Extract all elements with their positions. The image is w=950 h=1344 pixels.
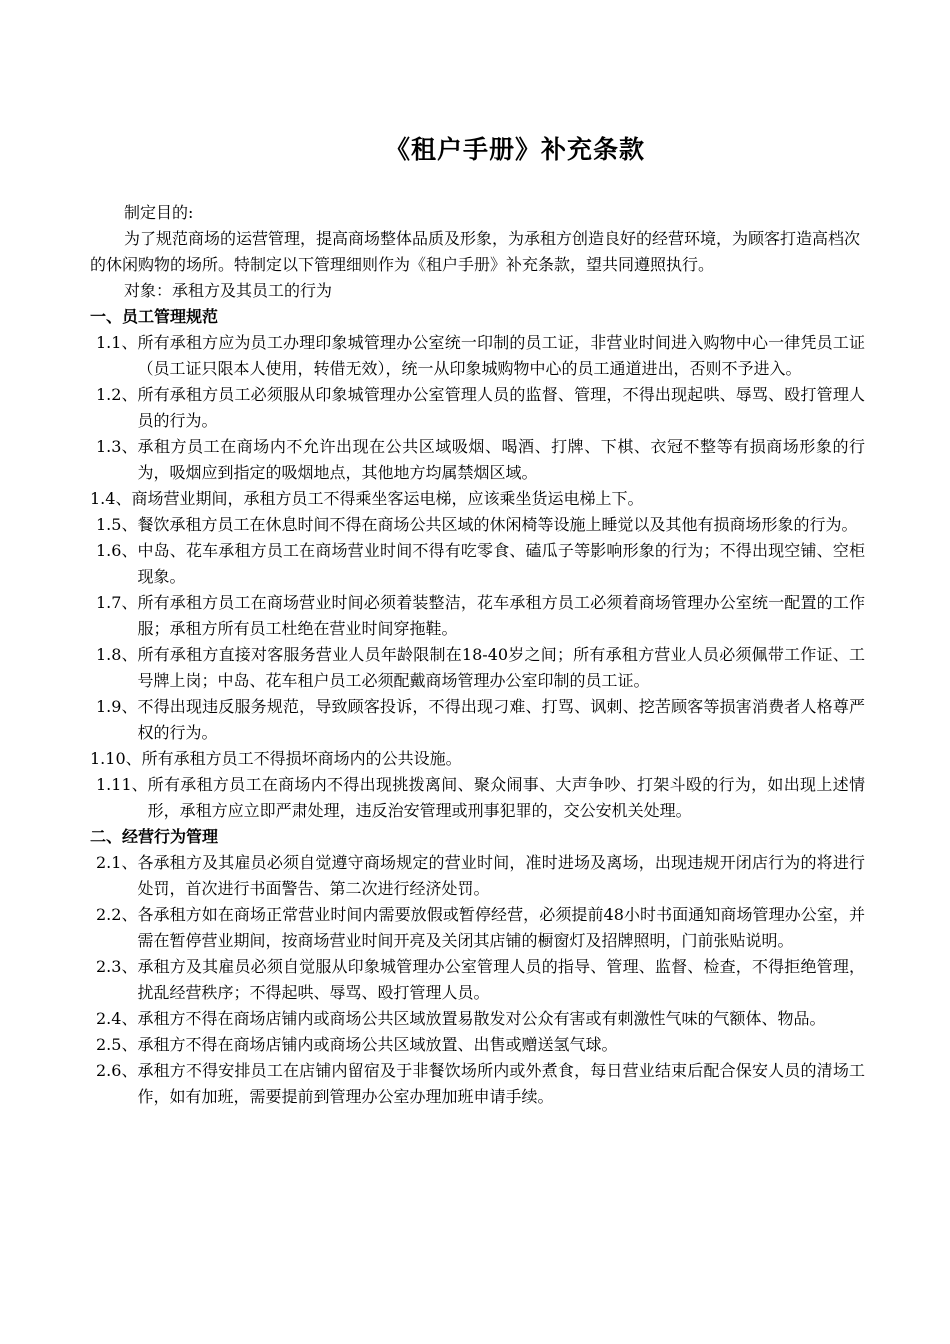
purpose-text: 为了规范商场的运营管理，提高商场整体品质及形象，为承租方创造良好的经营环境，为顾客打造高档次的休闲购物的场所。特制定以下管理细则作为《租户手册》补充条款，望共同遵照执行。 xyxy=(90,229,861,274)
clause-text: 承租方不得在商场店铺内或商场公共区域放置易散发对公众有害或有刺激性气味的气额体、物品。 xyxy=(137,1009,826,1028)
clause-number: 2.3、 xyxy=(96,957,138,976)
clause-1-4 xyxy=(90,486,865,512)
clause-1-10 xyxy=(90,746,865,772)
clause-1-11 xyxy=(90,772,865,824)
clause-text: 所有承租方员工不得损坏商场内的公共设施。 xyxy=(141,749,462,768)
clause-2-3 xyxy=(90,954,865,1006)
clause-1-6 xyxy=(90,538,865,590)
clause-1-1 xyxy=(90,330,865,382)
clause-1-9 xyxy=(90,694,865,746)
clause-number: 1.6、 xyxy=(96,541,138,560)
section-heading: 二、经营行为管理 xyxy=(90,827,219,846)
clause-2-4 xyxy=(90,1006,865,1032)
clause-text: 所有承租方员工在商场内不得出现挑拨离间、聚众闹事、大声争吵、打架斗殴的行为，如出现上述情形，承租方应立即严肃处理，违反治安管理或刑事犯罪的，交公安机关处理。 xyxy=(147,775,865,820)
purpose-label: 制定目的: xyxy=(124,203,194,222)
clause-1-7 xyxy=(90,590,865,642)
clause-number: 1.9、 xyxy=(96,697,138,716)
clause-text: 中岛、花车承租方员工在商场营业时间不得有吃零食、磕瓜子等影响形象的行为；不得出现空铺、空柜现象。 xyxy=(137,541,865,586)
clause-text: 承租方员工在商场内不允许出现在公共区域吸烟、喝酒、打牌、下棋、衣冠不整等有损商场形象的行为，吸烟应到指定的吸烟地点，其他地方均属禁烟区域。 xyxy=(137,437,865,482)
clause-number: 2.1、 xyxy=(96,853,138,872)
clause-number: 1.2、 xyxy=(96,385,138,404)
clause-number: 1.7、 xyxy=(96,593,138,612)
clause-1-5 xyxy=(90,512,865,538)
clause-text: 各承租方如在商场正常营业时间内需要放假或暂停经营，必须提前48小时书面通知商场管理办公室，并需在暂停营业期间，按商场营业时间开亮及关闭其店铺的橱窗灯及招牌照明，门前张贴说明。 xyxy=(137,905,865,950)
clause-1-8 xyxy=(90,642,865,694)
section-heading: 一、员工管理规范 xyxy=(90,307,219,326)
clause-text: 所有承租方员工必须服从印象城管理办公室管理人员的监督、管理，不得出现起哄、辱骂、殴打管理人员的行为。 xyxy=(137,385,865,430)
clause-2-6 xyxy=(90,1058,865,1110)
clause-text: 所有承租方直接对客服务营业人员年龄限制在18-40岁之间；所有承租方营业人员必须佩带工作证、工号牌上岗；中岛、花车租户员工必须配戴商场管理办公室印制的员工证。 xyxy=(137,645,865,690)
clause-text: 餐饮承租方员工在休息时间不得在商场公共区域的休闲椅等设施上睡觉以及其他有损商场形象的行为。 xyxy=(137,515,858,534)
clause-number: 1.11、 xyxy=(96,775,148,794)
clause-number: 2.2、 xyxy=(96,905,138,924)
clause-number: 1.1、 xyxy=(96,333,138,352)
clause-2-2 xyxy=(90,902,865,954)
clause-text: 承租方及其雇员必须自觉服从印象城管理办公室管理人员的指导、管理、监督、检查，不得拒绝管理，扰乱经营秩序；不得起哄、辱骂、殴打管理人员。 xyxy=(137,957,865,1002)
clause-text: 商场营业期间，承租方员工不得乘坐客运电梯，应该乘坐货运电梯上下。 xyxy=(131,489,644,508)
clause-number: 2.6、 xyxy=(96,1061,138,1080)
clause-number: 1.10、 xyxy=(90,749,142,768)
clause-text: 不得出现违反服务规范，导致顾客投诉，不得出现刁难、打骂、讽刺、挖苦顾客等损害消费者人格尊严权的行为。 xyxy=(137,697,865,742)
clause-number: 1.3、 xyxy=(96,437,138,456)
clause-text: 各承租方及其雇员必须自觉遵守商场规定的营业时间，准时进场及离场，出现违规开闭店行为的将进行处罚，首次进行书面警告、第二次进行经济处罚。 xyxy=(137,853,865,898)
clause-number: 1.4、 xyxy=(90,489,132,508)
clause-number: 1.5、 xyxy=(96,515,138,534)
clause-text: 承租方不得在商场店铺内或商场公共区域放置、出售或赠送氢气球。 xyxy=(137,1035,618,1054)
clause-number: 1.8、 xyxy=(96,645,138,664)
clause-text: 所有承租方应为员工办理印象城管理办公室统一印制的员工证，非营业时间进入购物中心一律凭员工证（员工证只限本人使用，转借无效），统一从印象城购物中心的员工通道进出，否则不予进入。 xyxy=(137,333,865,378)
clause-number: 2.5、 xyxy=(96,1035,138,1054)
clause-2-1 xyxy=(90,850,865,902)
clause-text: 承租方不得安排员工在店铺内留宿及于非餐饮场所内或外煮食，每日营业结束后配合保安人员的清场工作，如有加班，需要提前到管理办公室办理加班申请手续。 xyxy=(137,1061,865,1106)
object-line: 对象：承租方及其员工的行为 xyxy=(124,281,333,300)
clause-number: 2.4、 xyxy=(96,1009,138,1028)
document-body xyxy=(90,200,865,1110)
clause-2-5 xyxy=(90,1032,865,1058)
document-title: 《租户手册》补充条款 xyxy=(384,135,645,164)
clause-text: 所有承租方员工在商场营业时间必须着装整洁，花车承租方员工必须着商场管理办公室统一配置的工作服；承租方所有员工杜绝在营业时间穿拖鞋。 xyxy=(137,593,865,638)
clause-1-2 xyxy=(90,382,865,434)
clause-1-3 xyxy=(90,434,865,486)
